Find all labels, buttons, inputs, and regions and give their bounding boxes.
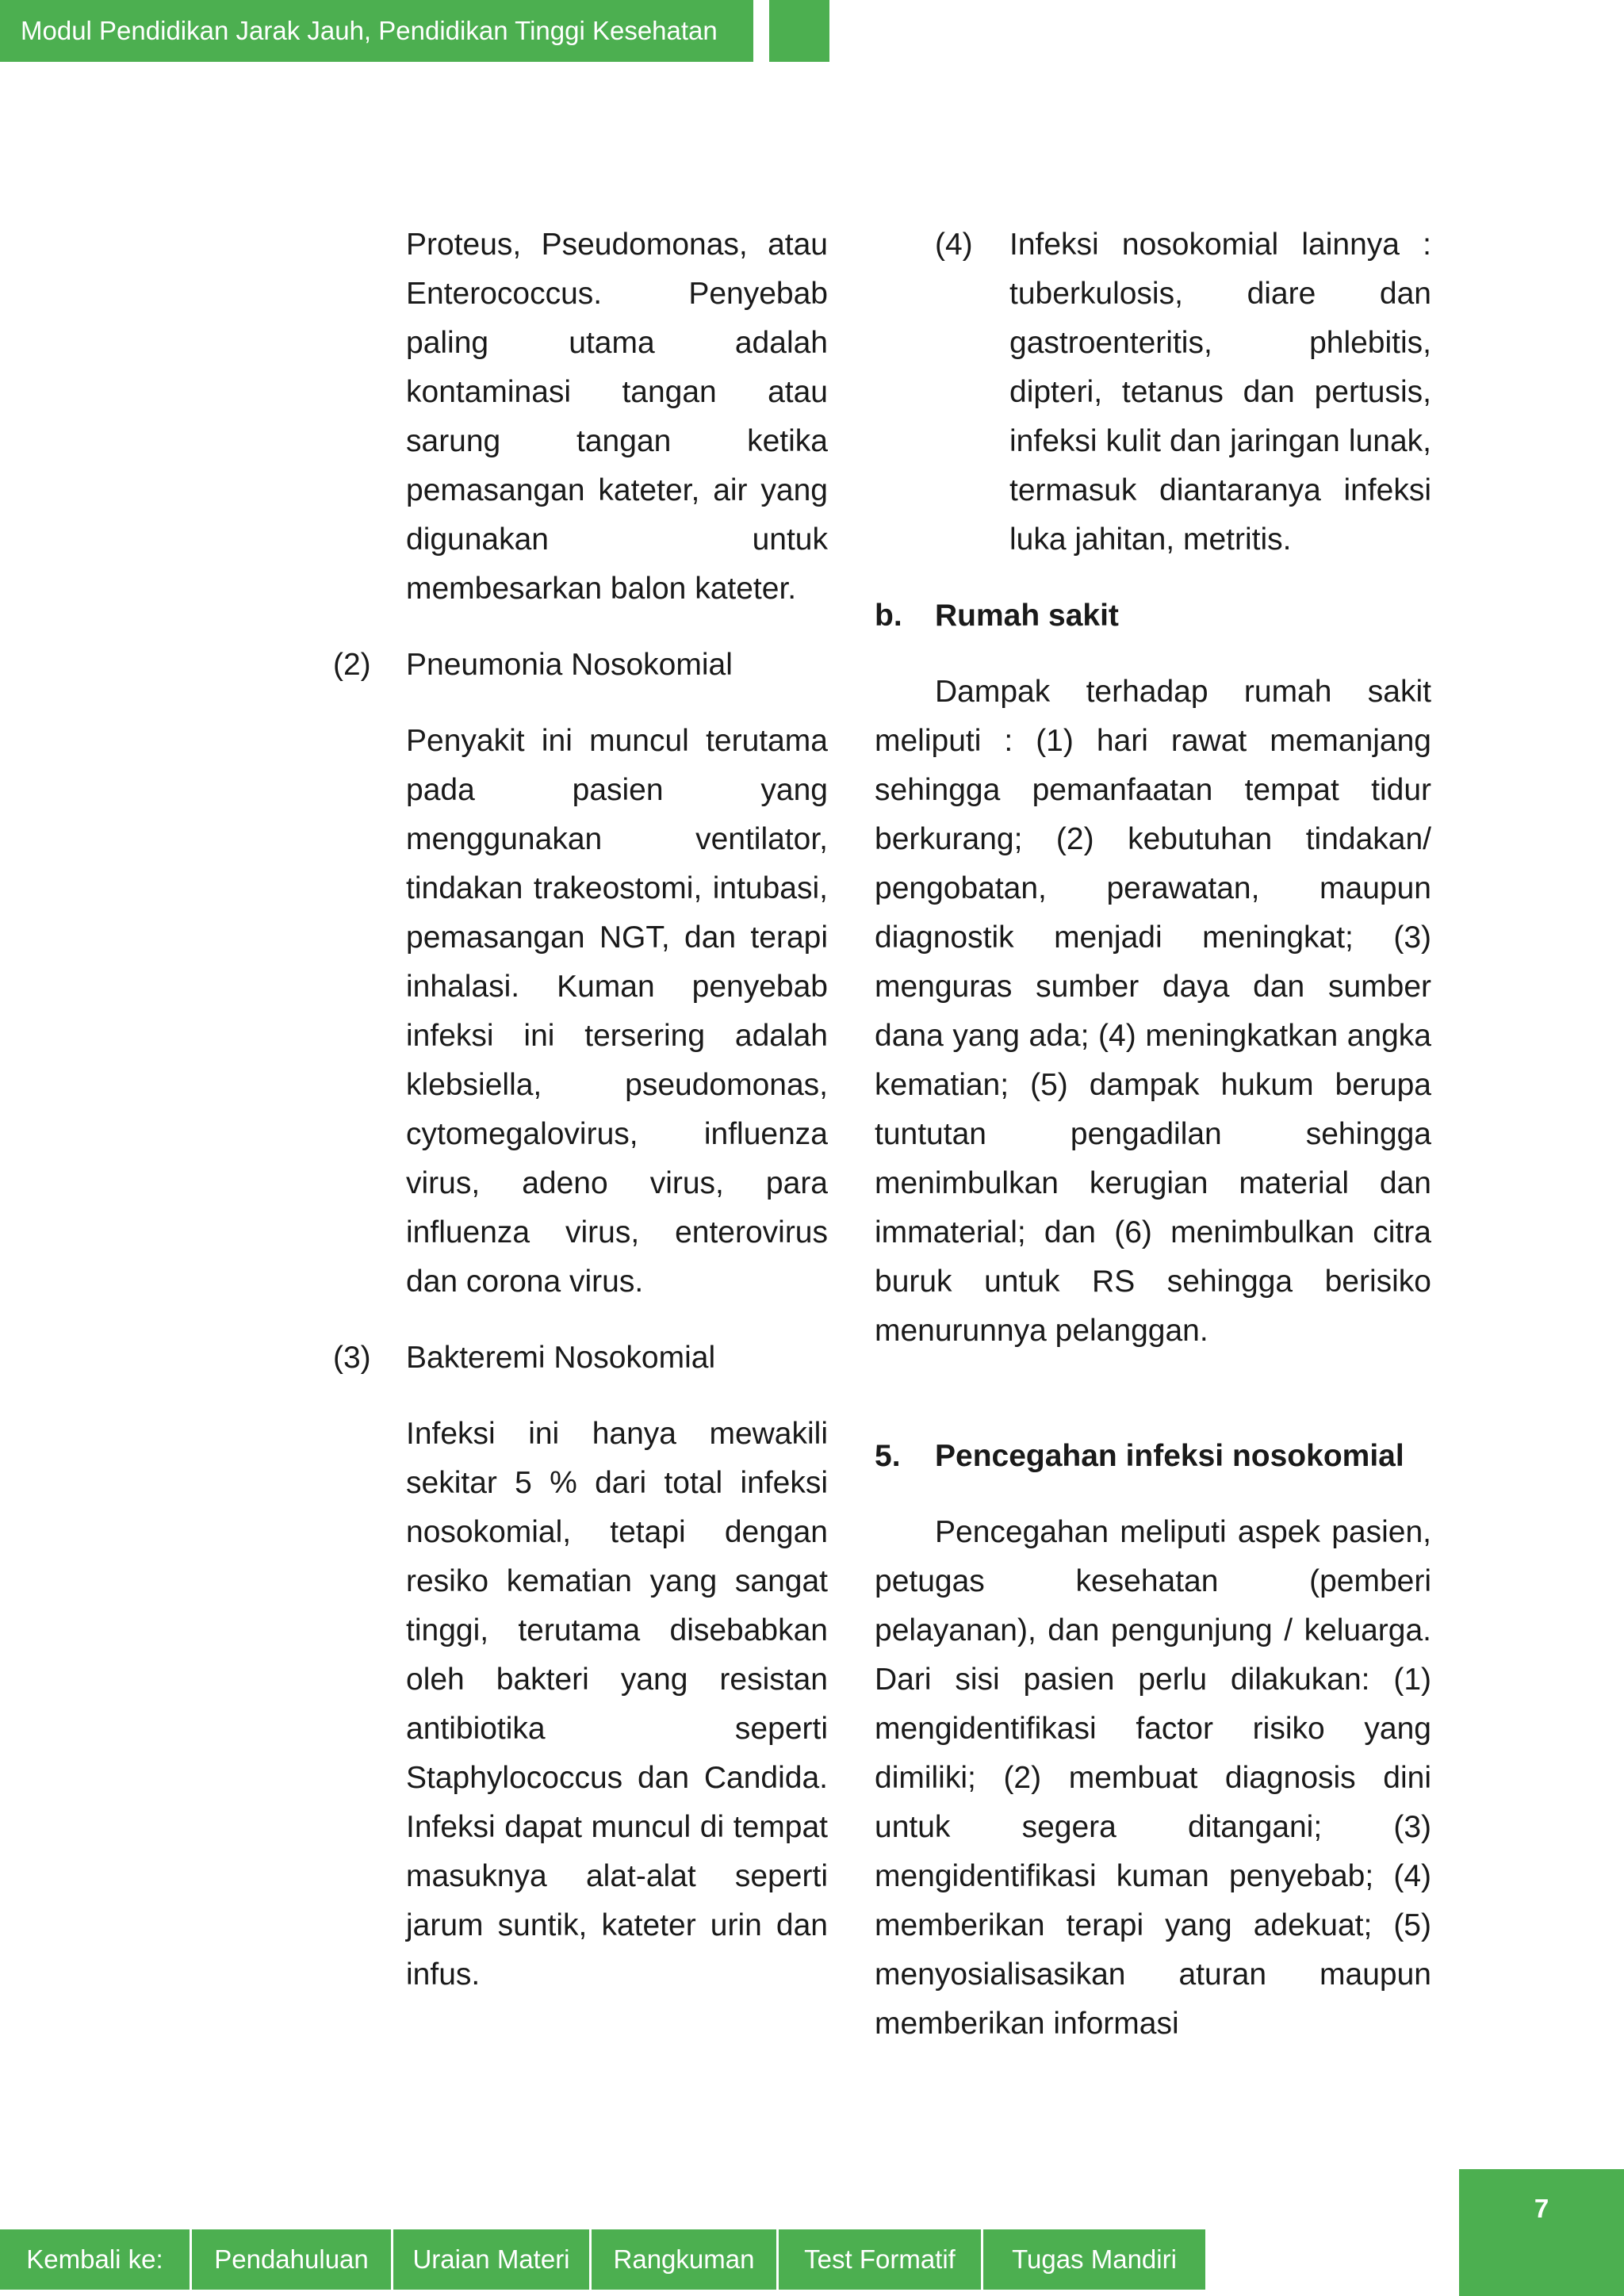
nav-rangkuman[interactable]: Rangkuman (592, 2229, 779, 2290)
list-number: (2) (333, 648, 371, 682)
paragraph: Proteus, Pseudomonas, atau Enterococcus. Penyebab paling utama adalah kontaminasi tangan atau sarung tangan ketika pemasangan kateter, air yang digunakan untuk membesarkan balon kateter. (406, 228, 828, 606)
section-label: 5. (875, 1439, 901, 1473)
bottom-nav (0, 2229, 1205, 2290)
list-number: (4) (935, 228, 973, 262)
paragraph: Penyakit ini muncul terutama pada pasien yang menggunakan ventilator, tindakan trakeostomi, intubasi, pemasangan NGT, dan terapi inhalasi. Kuman penyebab infeksi ini tersering adalah klebsiella, pseudomonas, cytomegalovirus, influenza virus, adeno virus, para influenza virus, enterovirus dan corona virus. (406, 724, 828, 1299)
header-accent (769, 0, 829, 62)
paragraph: Dampak terhadap rumah sakit meliputi : (1) hari rawat memanjang sehingga pemanfaatan tempat tidur berkurang; (2) kebutuhan tindakan/ pengobatan, perawatan, maupun diagnostik menjadi meningkat; (3) menguras sumber daya dan sumber dana yang ada; (4) meningkatkan angka kematian; (5) dampak hukum berupa tuntutan pengadilan sehingga menimbulkan kerugian material dan immaterial; dan (6) menimbulkan citra buruk untuk RS sehingga berisiko menurunnya pelanggan. (875, 675, 1431, 1348)
nav-test-formatif[interactable]: Test Formatif (779, 2229, 983, 2290)
list-item (875, 220, 1431, 564)
section-heading (875, 1432, 1431, 1481)
header-bar (0, 0, 753, 62)
list-item-heading (333, 1334, 828, 1383)
nav-back-label: Kembali ke: (0, 2229, 192, 2290)
nav-tugas-mandiri[interactable]: Tugas Mandiri (1012, 2244, 1177, 2274)
right-column (875, 220, 1431, 2049)
page-number: 7 (1534, 2194, 1549, 2223)
page-number-box (1459, 2169, 1624, 2296)
nav-pendahuluan[interactable]: Pendahuluan (192, 2229, 393, 2290)
list-title: Bakteremi Nosokomial (406, 1341, 716, 1375)
left-column (333, 220, 828, 1999)
list-text: Infeksi nosokomial lainnya : tuberkulosis, diare dan gastroenteritis, phlebitis, dipteri, tetanus dan pertusis, infeksi kulit dan jaringan lunak, termasuk diantaranya infeksi luka jahitan, metritis. (1009, 228, 1431, 557)
header-title: Modul Pendidikan Jarak Jauh, Pendidikan Tinggi Kesehatan (21, 16, 718, 45)
section-title: Rumah sakit (935, 599, 1119, 633)
section-title: Pencegahan infeksi nosokomial (935, 1439, 1404, 1473)
list-item-heading (333, 641, 828, 690)
section-heading (875, 591, 1431, 641)
nav-uraian-materi[interactable]: Uraian Materi (393, 2229, 592, 2290)
paragraph: Infeksi ini hanya mewakili sekitar 5 % dari total infeksi nosokomial, tetapi dengan resiko kematian yang sangat tinggi, terutama disebabkan oleh bakteri yang resistan antibiotika seperti Staphylococcus dan Candida. Infeksi dapat muncul di tempat masuknya alat-alat seperti jarum suntik, kateter urin dan infus. (406, 1417, 828, 1992)
section-label: b. (875, 599, 902, 633)
list-title: Pneumonia Nosokomial (406, 648, 733, 682)
list-number: (3) (333, 1341, 371, 1375)
paragraph: Pencegahan meliputi aspek pasien, petugas kesehatan (pemberi pelayanan), dan pengunjung / keluarga. Dari sisi pasien perlu dilakukan: (1) mengidentifikasi factor risiko yang dimiliki; (2) membuat diagnosis dini untuk segera ditangani; (3) mengidentifikasi kuman penyebab; (4) memberikan terapi yang adekuat; (5) menyosialisasikan aturan maupun memberikan informasi (875, 1515, 1431, 2041)
